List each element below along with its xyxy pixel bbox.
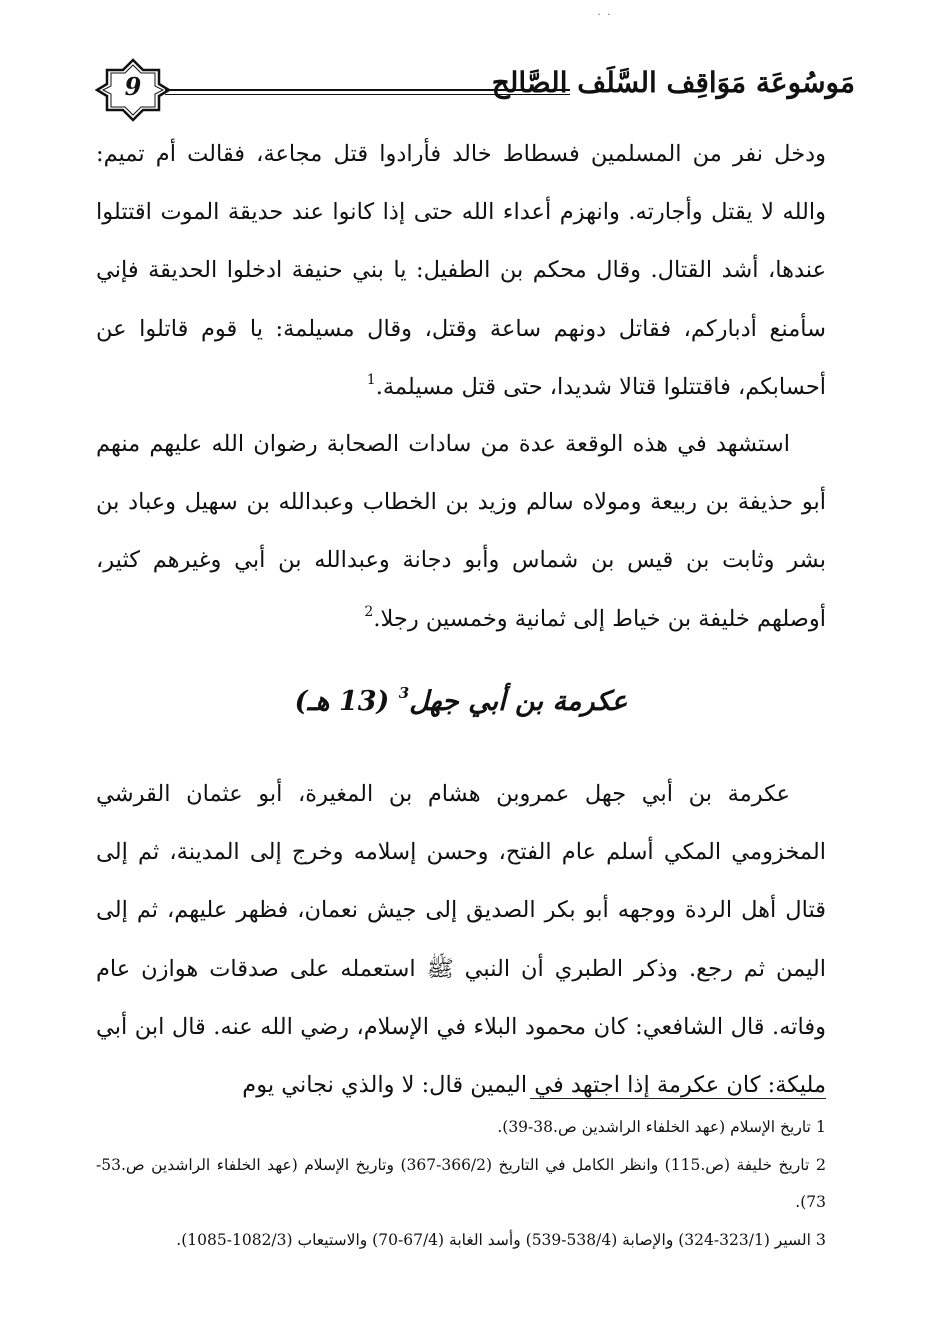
footnote-3-number: 3 [815, 1230, 826, 1249]
paragraph-3-text: عكرمة بن أبي جهل عمروبن هشام بن المغيرة، أبو عثمان القرشي المخزومي المكي أسلم عام الفتح، وحسن إسلامه وخرج إلى المدينة، ثم إلى قتال أهل الردة ووجهه أبو بكر الصديق إلى جيش نعمان، فظهر عليهم، ثم إلى اليمن ثم رجع. وذكر الطبري أن النبي ﷺ استعمله على صدقات هوازن عام وفاته. قال الشافعي: كان محمود البلاء في الإسلام، رضي الله عنه. قال ابن أبي مليكة: كان عكرمة إذا اجتهد في اليمين قال: لا والذي نجاني يوم [96, 781, 826, 1099]
section-heading-year: (13 هـ) [294, 686, 390, 717]
paragraph-2-text: استشهد في هذه الوقعة عدة من سادات الصحابة رضوان الله عليهم منهم أبو حذيفة بن ربيعة ومولاه سالم وزيد بن الخطاب وعبدالله بن سهيل وعباد بن بشر وثابت بن قيس بن شماس وأبو دجانة وعبدالله بن أبي وغيرهم كثير، أوصلهم خليفة بن خياط إلى ثمانية وخمسين رجلا. [96, 431, 826, 632]
paragraph-3 [96, 765, 826, 1114]
scan-speck: ˙ ˙ [596, 12, 612, 26]
running-title: مَوسُوعَة مَوَاقِف السَّلَف الصَّالح [491, 66, 855, 99]
paragraph-1 [96, 125, 826, 416]
paragraph-2 [96, 415, 826, 648]
footnote-2 [96, 1146, 826, 1221]
footnote-3 [96, 1221, 826, 1259]
footnote-1 [96, 1108, 826, 1146]
section-heading-name: عكرمة بن أبي جهل [409, 686, 628, 717]
footnote-ref-1[interactable]: 1 [366, 371, 376, 388]
footnote-ref-3[interactable]: 3 [398, 684, 410, 702]
footnote-1-text: تاريخ الإسلام (عهد الخلفاء الراشدين ص.38-39). [497, 1118, 811, 1136]
page-number-badge [95, 58, 171, 122]
footnote-1-number: 1 [815, 1117, 826, 1136]
page-header [95, 58, 855, 122]
footnote-2-text: تاريخ خليفة (ص.115) وانظر الكامل في التاريخ (366/2-367) وتاريخ الإسلام (عهد الخلفاء الراشدين ص.53-73). [96, 1156, 826, 1211]
paragraph-1-text: ودخل نفر من المسلمين فسطاط خالد فأرادوا قتل مجاعة، فقالت أم تميم: والله لا يقتل وأجارته. وانهزم أعداء الله حتى إذا كانوا عند حديقة الموت اقتتلوا عندها، أشد القتال. وقال محكم بن الطفيل: يا بني حنيفة ادخلوا الحديقة فإني سأمنع أدباركم، فقاتل دونهم ساعة وقتل، وقال مسيلمة: يا قوم قاتلوا عن أحسابكم، فاقتتلوا قتالا شديدا، حتى قتل مسيلمة. [96, 141, 826, 400]
section-heading [96, 686, 826, 717]
footnote-ref-2[interactable]: 2 [364, 603, 374, 620]
footnote-2-number: 2 [815, 1155, 826, 1174]
footnote-separator [530, 1098, 826, 1099]
footnote-3-text: السير (323/1-324) والإصابة (538/4-539) وأسد الغابة (67/4-70) والاستيعاب (1082/3-1085). [176, 1231, 811, 1249]
page-number: 9 [124, 72, 142, 101]
footnotes [96, 1108, 826, 1259]
